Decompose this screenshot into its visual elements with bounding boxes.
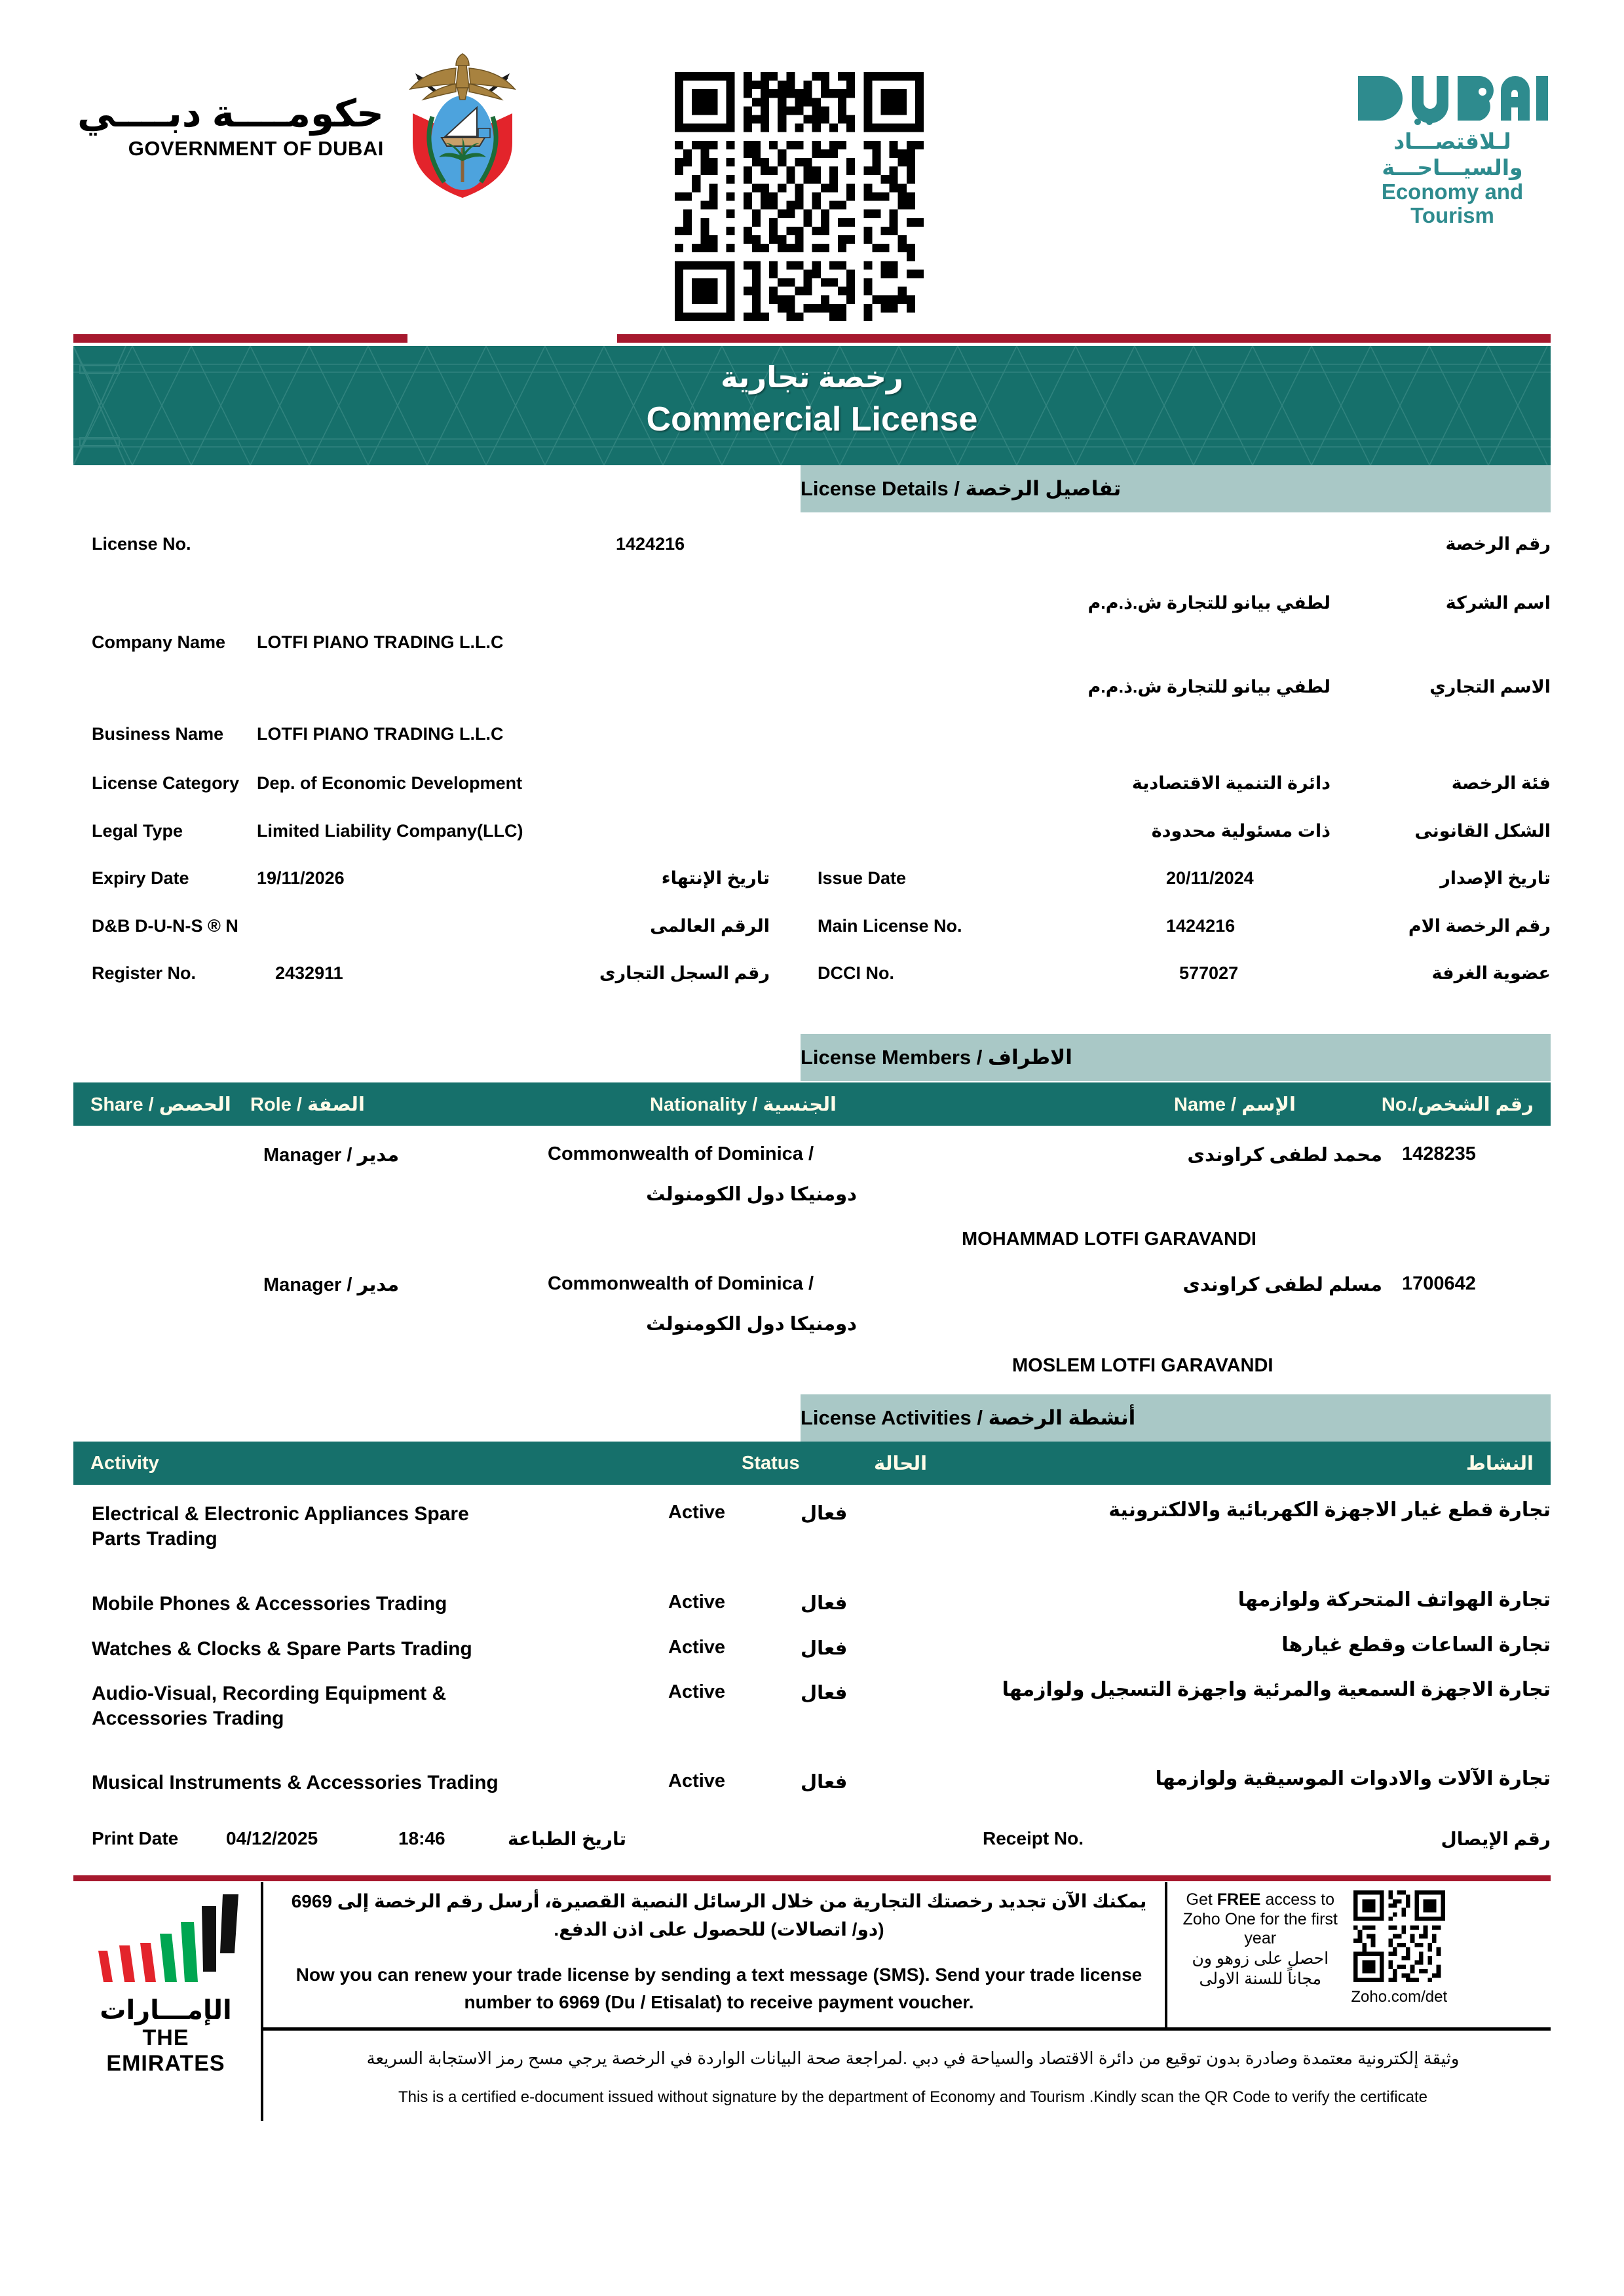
column-person-no: رقم الشخص/.No	[1381, 1094, 1534, 1115]
receipt-no-label-ar: رقم الإيصال	[1441, 1829, 1551, 1849]
license-members-section-header: الاطراف / License Members	[801, 1034, 1551, 1081]
zoho-promo-arabic: احصل على زوهو ون مجاناً للسنة الاولى	[1192, 1949, 1329, 1988]
activity-name-ar-5: تجارة الآلات والادوات الموسيقية ولوازمها	[1155, 1768, 1551, 1789]
license-category-label-ar: فئة الرخصة	[1451, 773, 1551, 793]
activity-name-ar-3: تجارة الساعات وقطع غيارها	[1281, 1634, 1551, 1656]
dcci-no-label-ar: عضوية الغرفة	[1431, 963, 1551, 983]
main-license-value: 1424216	[1166, 916, 1236, 936]
legal-type-value-ar: ذات مسئولية محدودة	[1151, 821, 1331, 841]
government-of-dubai-logo	[77, 51, 527, 202]
member-person-no-2: 1700642	[1402, 1273, 1476, 1294]
print-time-value: 18:46	[398, 1828, 445, 1848]
register-no-label-ar: رقم السجل التجارى	[599, 963, 770, 983]
company-name-label-ar: اسم الشركة	[1445, 593, 1551, 613]
certification-notice-arabic: وثيقة إلكترونية معتمدة وصادرة بدون توقيع من دائرة الاقتصاد والسياحة في دبي .لمراجعة صحة البيانات الواردة في الرخصة يرجي مسح رمز الاستجابة السريعة	[366, 2048, 1460, 2068]
license-no-label-ar: رقم الرخصة	[1445, 534, 1551, 554]
license-category-value-en: Dep. of Economic Development	[257, 773, 523, 793]
banner-title-english: Commercial License	[646, 400, 978, 438]
print-date-value: 04/12/2025	[226, 1828, 318, 1848]
license-activities-section-header: أنشطة الرخصة / License Activities	[801, 1394, 1551, 1442]
register-no-label-en: Register No.	[92, 963, 197, 983]
legal-type-label-en: Legal Type	[92, 821, 183, 841]
activity-name-ar-2: تجارة الهواتف المتحركة ولوازمها	[1237, 1589, 1551, 1611]
activity-name-en-5: Musical Instruments & Accessories Trading	[92, 1772, 499, 1793]
column-status: Status	[742, 1452, 800, 1474]
zoho-promo-text	[1179, 1890, 1342, 1989]
column-role: Role / الصفة	[250, 1094, 365, 1115]
activity-status-en-5: Active	[668, 1770, 726, 1791]
license-members-table-header	[73, 1082, 1551, 1126]
activity-status-en-2: Active	[668, 1592, 726, 1613]
emirates-label-arabic: الإمـــارات	[100, 1996, 232, 2025]
dcci-no-label-en: DCCI No.	[818, 963, 894, 983]
zoho-line1-suffix: access to	[1260, 1890, 1334, 1909]
license-no-value: 1424216	[616, 534, 685, 554]
gov-title-english: GOVERNMENT OF DUBAI	[128, 136, 384, 160]
member-role-1: Manager / مدير	[263, 1145, 400, 1166]
activity-status-en-1: Active	[668, 1502, 726, 1523]
activity-status-ar-1: فعال	[801, 1503, 848, 1524]
zoho-line1-prefix: Get	[1186, 1890, 1217, 1909]
print-date-label-en: Print Date	[92, 1828, 179, 1848]
company-name-value-en: LOTFI PIANO TRADING L.L.C	[257, 632, 504, 652]
document-header	[0, 0, 1624, 308]
expiry-date-value: 19/11/2026	[257, 868, 345, 888]
issue-date-label-ar: تاريخ الإصدار	[1440, 868, 1551, 888]
expiry-date-label-ar: تاريخ الإنتهاء	[661, 868, 770, 888]
activity-status-ar-5: فعال	[801, 1772, 848, 1793]
business-name-value-en: LOTFI PIANO TRADING L.L.C	[257, 724, 504, 744]
member-nationality-ar-1: دومنيكا دول الكومنولث	[646, 1184, 857, 1205]
header-accent-rule	[73, 334, 1551, 343]
register-no-value: 2432911	[275, 963, 343, 983]
det-subtitle-english: Economy and Tourism	[1381, 180, 1524, 228]
zoho-line1-free: FREE	[1217, 1890, 1261, 1909]
column-activity: Activity	[90, 1452, 159, 1474]
duns-label-ar: الرقم العالمى	[650, 916, 770, 936]
legal-type-value-en: Limited Liability Company(LLC)	[257, 821, 523, 841]
print-date-label-ar: تاريخ الطباعة	[507, 1829, 626, 1849]
footer-accent-rule	[73, 1875, 1551, 1881]
dubai-wordmark-icon	[1354, 72, 1551, 126]
main-license-label-ar: رقم الرخصة الام	[1408, 916, 1551, 936]
legal-type-label-ar: الشكل القانونى	[1414, 821, 1551, 841]
member-name-ar-1: محمد لطفى كراوندى	[1187, 1145, 1382, 1166]
dubai-economy-tourism-logo	[1354, 72, 1551, 228]
activity-name-en-1: Electrical & Electronic Appliances Spare Parts Trading	[92, 1503, 469, 1550]
license-category-value-ar: دائرة التنمية الاقتصادية	[1131, 773, 1331, 793]
activity-status-ar-3: فعال	[801, 1638, 848, 1659]
issue-date-value: 20/11/2024	[1166, 868, 1254, 888]
license-category-label-en: License Category	[92, 773, 240, 793]
license-details-section-header: تفاصيل الرخصة / License Details	[801, 465, 1551, 512]
member-role-2: Manager / مدير	[263, 1274, 400, 1295]
issue-date-label-en: Issue Date	[818, 868, 907, 888]
det-subtitle-arabic: لـلاقتصـــاد والسيـــاحـــة	[1382, 129, 1523, 180]
column-status-ar: الحالة	[874, 1453, 928, 1474]
gov-title-arabic: حكومــــة دبــــي	[77, 92, 384, 135]
company-name-label-en: Company Name	[92, 632, 226, 652]
company-name-value-ar: لطفي بيانو للتجارة ش.ذ.م.م	[1087, 593, 1331, 613]
emirates-label-english: THE EMIRATES	[106, 2025, 225, 2076]
business-name-label-en: Business Name	[92, 724, 224, 744]
certification-notice	[275, 2046, 1551, 2107]
member-name-en-2: MOSLEM LOTFI GARAVANDI	[1012, 1355, 1274, 1376]
activity-status-en-4: Active	[668, 1681, 726, 1702]
member-nationality-ar-2: دومنيكا دول الكومنولث	[646, 1314, 857, 1335]
column-nationality: Nationality / الجنسية	[650, 1094, 837, 1115]
sms-renewal-notice	[275, 1887, 1163, 2016]
zoho-promo-line1	[1179, 1890, 1342, 1910]
commercial-license-banner	[73, 346, 1551, 465]
license-activities-table-header	[73, 1442, 1551, 1485]
zoho-url-label[interactable]: Zoho.com/det	[1351, 1988, 1448, 2006]
column-name: Name / الإسم	[1174, 1094, 1296, 1115]
receipt-no-label-en: Receipt No.	[983, 1828, 1084, 1848]
activity-status-en-3: Active	[668, 1637, 726, 1658]
footer-divider-right	[1165, 1882, 1167, 2029]
emirates-flag-bars-icon	[84, 1890, 248, 1989]
dcci-no-value: 577027	[1179, 963, 1239, 983]
member-person-no-1: 1428235	[1402, 1143, 1476, 1164]
zoho-offer-qr-code[interactable]	[1351, 1890, 1448, 2006]
main-license-label-en: Main License No.	[818, 916, 962, 936]
activity-status-ar-2: فعال	[801, 1593, 848, 1614]
duns-label-en: D&B D-U-N-S ® N	[92, 916, 238, 936]
sms-notice-arabic: يمكنك الآن تجديد رخصتك التجارية من خلال الرسائل النصية القصيرة، أرسل رقم الرخصة إلى 6969 (دو/ اتصالات) للحصول على اذن الدفع.	[291, 1891, 1147, 1940]
footer-divider-horizontal	[261, 2027, 1551, 2031]
sms-notice-english: Now you can renew your trade license by sending a text message (SMS). Send your trade license number to 6969 (Du / Etisalat) to receive payment voucher.	[295, 1964, 1142, 2012]
trade-name-value-ar: لطفي بيانو للتجارة ش.ذ.م.م	[1087, 677, 1331, 697]
activity-name-ar-4: تجارة الاجهزة السمعية والمرئية واجهزة التسجيل ولوازمها	[1002, 1679, 1551, 1700]
activity-name-en-4: Audio-Visual, Recording Equipment & Accessories Trading	[92, 1683, 447, 1730]
member-nationality-en-1: Commonwealth of Dominica /	[548, 1143, 814, 1164]
certification-notice-english: This is a certified e-document issued without signature by the department of Economy and Tourism .Kindly scan the QR Code to verify the certificate	[398, 2088, 1427, 2106]
activity-name-ar-1: تجارة قطع غيار الاجهزة الكهربائية والالكترونية	[1108, 1499, 1551, 1521]
banner-title-arabic: رخصة تجارية	[721, 360, 903, 394]
activity-name-en-2: Mobile Phones & Accessories Trading	[92, 1593, 447, 1615]
member-name-en-1: MOHAMMAD LOTFI GARAVANDI	[962, 1229, 1256, 1250]
column-activity-ar: النشاط	[1465, 1453, 1534, 1474]
the-emirates-logo	[84, 1890, 248, 2076]
zoho-promo-line3: year	[1244, 1929, 1277, 1947]
license-verification-qr-code[interactable]	[675, 72, 924, 321]
member-name-ar-2: مسلم لطفى كراوندى	[1182, 1274, 1382, 1295]
expiry-date-label-en: Expiry Date	[92, 868, 189, 888]
activity-status-ar-4: فعال	[801, 1683, 848, 1704]
member-nationality-en-2: Commonwealth of Dominica /	[548, 1273, 814, 1294]
zoho-promo-box[interactable]	[1179, 1890, 1448, 2006]
footer-divider-left	[261, 1882, 263, 2121]
license-no-label-en: License No.	[92, 534, 191, 554]
trade-name-label-ar: الاسم التجاري	[1429, 677, 1551, 697]
zoho-promo-line2: Zoho One for the first	[1182, 1909, 1338, 1928]
dubai-government-emblem-icon	[398, 51, 527, 202]
activity-name-en-3: Watches & Clocks & Spare Parts Trading	[92, 1638, 472, 1660]
column-share: Share / الحصص	[90, 1094, 231, 1115]
